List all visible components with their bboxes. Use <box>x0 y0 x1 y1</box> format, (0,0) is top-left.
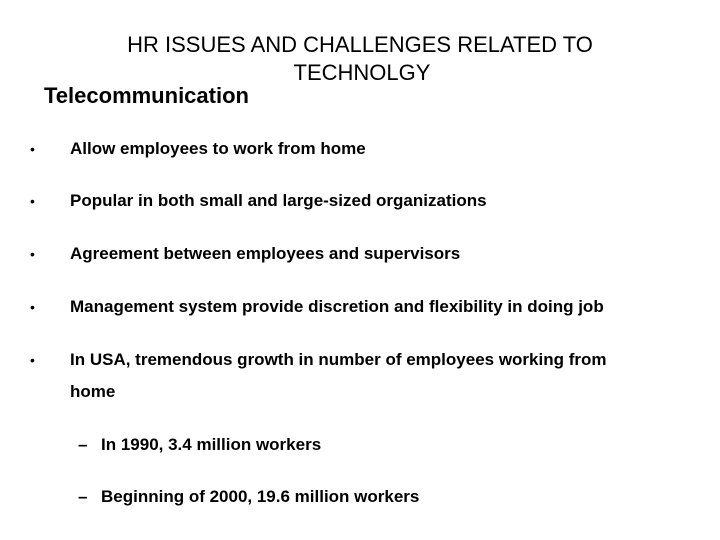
sub-bullet-text: Beginning of 2000, 19.6 million workers <box>101 487 420 506</box>
bullet-marker: • <box>30 141 35 157</box>
bullet-text-line-1: In USA, tremendous growth in number of employees working from <box>70 350 607 369</box>
bullet-marker: • <box>30 299 35 315</box>
sub-bullet-marker: – <box>78 435 88 454</box>
bullet-marker: • <box>30 352 35 368</box>
bullet-text: Agreement between employees and supervisors <box>70 244 461 263</box>
section-heading: Telecommunication <box>44 83 249 108</box>
sub-bullet-marker: – <box>78 487 88 506</box>
bullet-text: Management system provide discretion and flexibility in doing job <box>70 297 604 316</box>
bullet-text-line-2: home <box>70 382 116 401</box>
sub-bullet-text: In 1990, 3.4 million workers <box>101 435 322 454</box>
bullet-text: Allow employees to work from home <box>70 139 366 158</box>
slide-title-line-1: HR ISSUES AND CHALLENGES RELATED TO <box>127 32 593 57</box>
bullet-text: Popular in both small and large-sized organizations <box>70 191 487 210</box>
slide-title-line-2: TECHNOLGY <box>293 60 431 85</box>
bullet-marker: • <box>30 246 35 262</box>
bullet-marker: • <box>30 193 35 209</box>
